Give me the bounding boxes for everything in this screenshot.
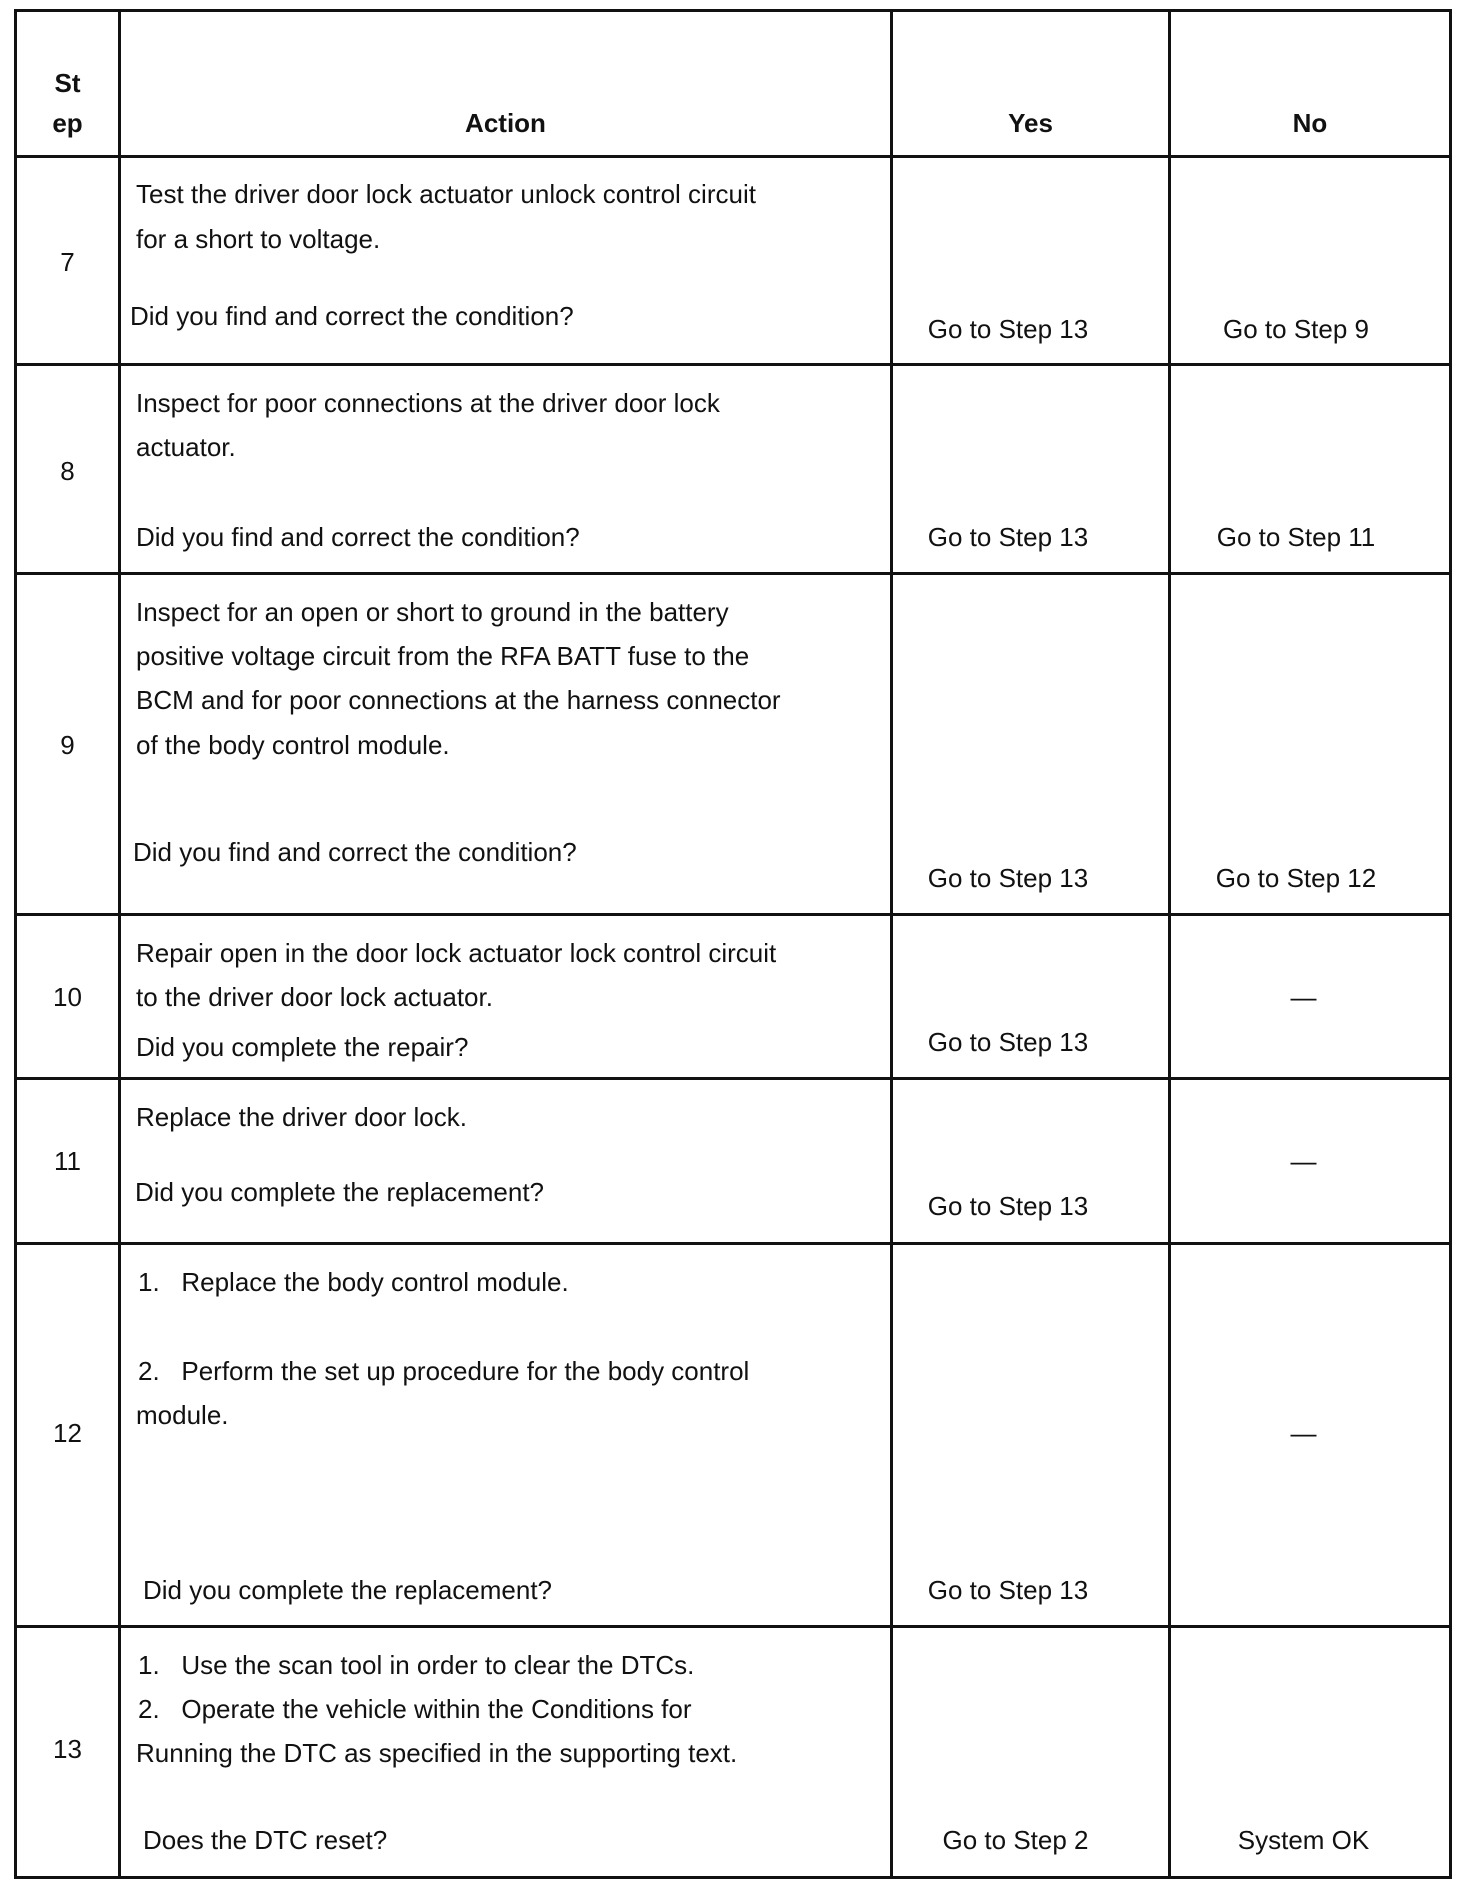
yes-result: Go to Step 13 xyxy=(927,1575,1089,1605)
yes-result: Go to Step 13 xyxy=(927,314,1089,344)
yes-result: Go to Step 13 xyxy=(927,863,1089,893)
action-question: Did you complete the replacement? xyxy=(143,1575,553,1605)
yes-result: Go to Step 13 xyxy=(927,1191,1089,1221)
no-result: System OK xyxy=(1237,1825,1370,1855)
no-result: — xyxy=(1290,1146,1317,1176)
action-text: actuator. xyxy=(136,432,236,462)
action-text: positive voltage circuit from the RFA BATT fuse to the xyxy=(136,641,750,671)
column-divider xyxy=(1168,9,1171,1879)
header-step: ep xyxy=(52,108,83,138)
action-text: Test the driver door lock actuator unlock control circuit xyxy=(136,179,756,209)
action-text: Repair open in the door lock actuator lock control circuit xyxy=(136,938,777,968)
action-text: Running the DTC as specified in the supporting text. xyxy=(136,1738,738,1768)
no-result: Go to Step 9 xyxy=(1223,314,1369,344)
header-no: No xyxy=(1292,108,1328,138)
row-divider xyxy=(14,572,1452,575)
action-text: 2. Perform the set up procedure for the body control xyxy=(138,1356,750,1386)
step-number: 12 xyxy=(53,1418,82,1448)
action-text: to the driver door lock actuator. xyxy=(136,982,493,1012)
action-text: for a short to voltage. xyxy=(136,224,381,254)
action-question: Did you find and correct the condition? xyxy=(130,301,574,331)
header-action: Action xyxy=(465,108,546,138)
row-divider xyxy=(14,155,1452,158)
yes-result: Go to Step 2 xyxy=(942,1825,1089,1855)
action-question: Did you complete the repair? xyxy=(136,1032,469,1062)
no-result: Go to Step 12 xyxy=(1215,863,1377,893)
yes-result: Go to Step 13 xyxy=(927,522,1089,552)
row-divider xyxy=(14,363,1452,366)
action-text: 2. Operate the vehicle within the Conditions for xyxy=(138,1694,692,1724)
row-divider xyxy=(14,1625,1452,1628)
column-divider xyxy=(118,9,121,1879)
action-text: of the body control module. xyxy=(136,730,450,760)
no-result: — xyxy=(1290,1418,1317,1448)
table-border-right xyxy=(1449,9,1452,1879)
action-question: Does the DTC reset? xyxy=(143,1825,388,1855)
step-number: 11 xyxy=(54,1146,81,1176)
action-text: Replace the driver door lock. xyxy=(136,1102,467,1132)
action-question: Did you find and correct the condition? xyxy=(133,837,577,867)
table-border-top xyxy=(14,9,1452,12)
action-text: module. xyxy=(136,1400,229,1430)
row-divider xyxy=(14,913,1452,916)
action-text: Inspect for poor connections at the driver door lock xyxy=(136,388,720,418)
action-text: Inspect for an open or short to ground in the battery xyxy=(136,597,729,627)
step-number: 8 xyxy=(60,456,75,486)
header-step: St xyxy=(54,68,81,98)
no-result: — xyxy=(1290,982,1317,1012)
header-yes: Yes xyxy=(1008,108,1053,138)
step-number: 10 xyxy=(53,982,82,1012)
row-divider xyxy=(14,1242,1452,1245)
action-question: Did you find and correct the condition? xyxy=(136,522,580,552)
no-result: Go to Step 11 xyxy=(1216,522,1376,552)
action-text: 1. Replace the body control module. xyxy=(138,1267,569,1297)
table-border-bottom xyxy=(14,1876,1452,1879)
row-divider xyxy=(14,1077,1452,1080)
action-text: 1. Use the scan tool in order to clear the DTCs. xyxy=(138,1650,695,1680)
step-number: 13 xyxy=(53,1734,82,1764)
yes-result: Go to Step 13 xyxy=(927,1027,1089,1057)
action-text: BCM and for poor connections at the harness connector xyxy=(136,685,781,715)
step-number: 7 xyxy=(60,247,75,277)
step-number: 9 xyxy=(60,730,75,760)
action-question: Did you complete the replacement? xyxy=(135,1177,545,1207)
table-border-left xyxy=(14,9,17,1879)
